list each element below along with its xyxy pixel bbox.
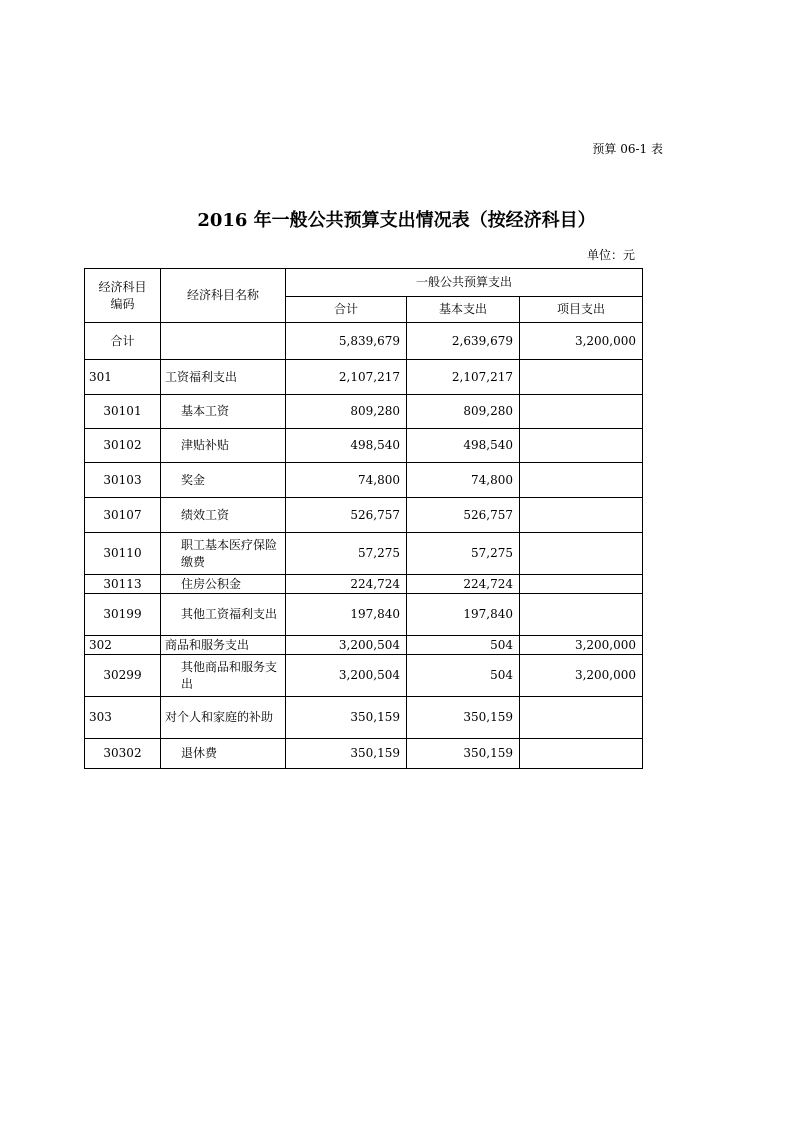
table-row [85, 360, 643, 395]
cell-name: 津贴补贴 [161, 429, 286, 463]
cell-total: 224,724 [286, 575, 407, 594]
cell-total: 350,159 [286, 697, 407, 739]
cell-code: 30102 [85, 429, 161, 463]
cell-code: 302 [85, 636, 161, 655]
cell-name: 工资福利支出 [161, 360, 286, 395]
table-row [85, 395, 643, 429]
header-total: 合计 [286, 297, 407, 323]
cell-total: 498,540 [286, 429, 407, 463]
cell-name: 奖金 [161, 463, 286, 498]
cell-project [520, 395, 643, 429]
cell-project [520, 594, 643, 636]
table-row [85, 498, 643, 533]
cell-project [520, 463, 643, 498]
cell-project: 3,200,000 [520, 636, 643, 655]
table-row [85, 636, 643, 655]
cell-basic: 504 [407, 636, 520, 655]
cell-code: 30101 [85, 395, 161, 429]
header-group: 一般公共预算支出 [286, 269, 643, 297]
cell-code: 30107 [85, 498, 161, 533]
cell-code: 30103 [85, 463, 161, 498]
table-row [85, 575, 643, 594]
cell-project [520, 360, 643, 395]
cell-basic: 197,840 [407, 594, 520, 636]
cell-basic: 504 [407, 655, 520, 697]
cell-name [161, 323, 286, 360]
table-row [85, 323, 643, 360]
cell-name: 对个人和家庭的补助 [161, 697, 286, 739]
cell-basic: 350,159 [407, 739, 520, 769]
cell-project [520, 575, 643, 594]
cell-total: 526,757 [286, 498, 407, 533]
cell-project [520, 533, 643, 575]
cell-total: 74,800 [286, 463, 407, 498]
cell-code: 30199 [85, 594, 161, 636]
cell-basic: 57,275 [407, 533, 520, 575]
cell-basic: 809,280 [407, 395, 520, 429]
cell-name: 其他工资福利支出 [161, 594, 286, 636]
table-row [85, 429, 643, 463]
cell-basic: 2,107,217 [407, 360, 520, 395]
table-row [85, 697, 643, 739]
cell-total: 197,840 [286, 594, 407, 636]
cell-project [520, 739, 643, 769]
cell-code: 30113 [85, 575, 161, 594]
cell-code: 303 [85, 697, 161, 739]
cell-name: 退休费 [161, 739, 286, 769]
cell-total: 809,280 [286, 395, 407, 429]
cell-total: 5,839,679 [286, 323, 407, 360]
table-row [85, 655, 643, 697]
header-project: 项目支出 [520, 297, 643, 323]
cell-total: 2,107,217 [286, 360, 407, 395]
cell-code: 301 [85, 360, 161, 395]
cell-basic: 350,159 [407, 697, 520, 739]
form-number: 预算 06-1 表 [592, 142, 663, 156]
header-name: 经济科目名称 [161, 269, 286, 323]
cell-code: 合计 [85, 323, 161, 360]
cell-code: 30110 [85, 533, 161, 575]
cell-total: 57,275 [286, 533, 407, 575]
cell-code: 30299 [85, 655, 161, 697]
cell-basic: 498,540 [407, 429, 520, 463]
cell-project [520, 498, 643, 533]
cell-total: 3,200,504 [286, 655, 407, 697]
cell-name: 基本工资 [161, 395, 286, 429]
budget-table [84, 268, 643, 769]
cell-basic: 74,800 [407, 463, 520, 498]
table-row [85, 533, 643, 575]
cell-name: 住房公积金 [161, 575, 286, 594]
cell-code: 30302 [85, 739, 161, 769]
header-code: 经济科目编码 [85, 269, 161, 323]
table-row [85, 739, 643, 769]
cell-name: 其他商品和服务支出 [161, 655, 286, 697]
cell-project [520, 697, 643, 739]
cell-name: 职工基本医疗保险缴费 [161, 533, 286, 575]
cell-name: 商品和服务支出 [161, 636, 286, 655]
unit-label: 单位：元 [586, 248, 635, 262]
cell-basic: 526,757 [407, 498, 520, 533]
cell-name: 绩效工资 [161, 498, 286, 533]
cell-project: 3,200,000 [520, 655, 643, 697]
page-title: 2016 年一般公共预算支出情况表（按经济科目） [197, 210, 596, 231]
cell-project: 3,200,000 [520, 323, 643, 360]
header-basic: 基本支出 [407, 297, 520, 323]
cell-total: 350,159 [286, 739, 407, 769]
cell-total: 3,200,504 [286, 636, 407, 655]
cell-project [520, 429, 643, 463]
table-row [85, 594, 643, 636]
cell-basic: 224,724 [407, 575, 520, 594]
cell-basic: 2,639,679 [407, 323, 520, 360]
table-row [85, 463, 643, 498]
